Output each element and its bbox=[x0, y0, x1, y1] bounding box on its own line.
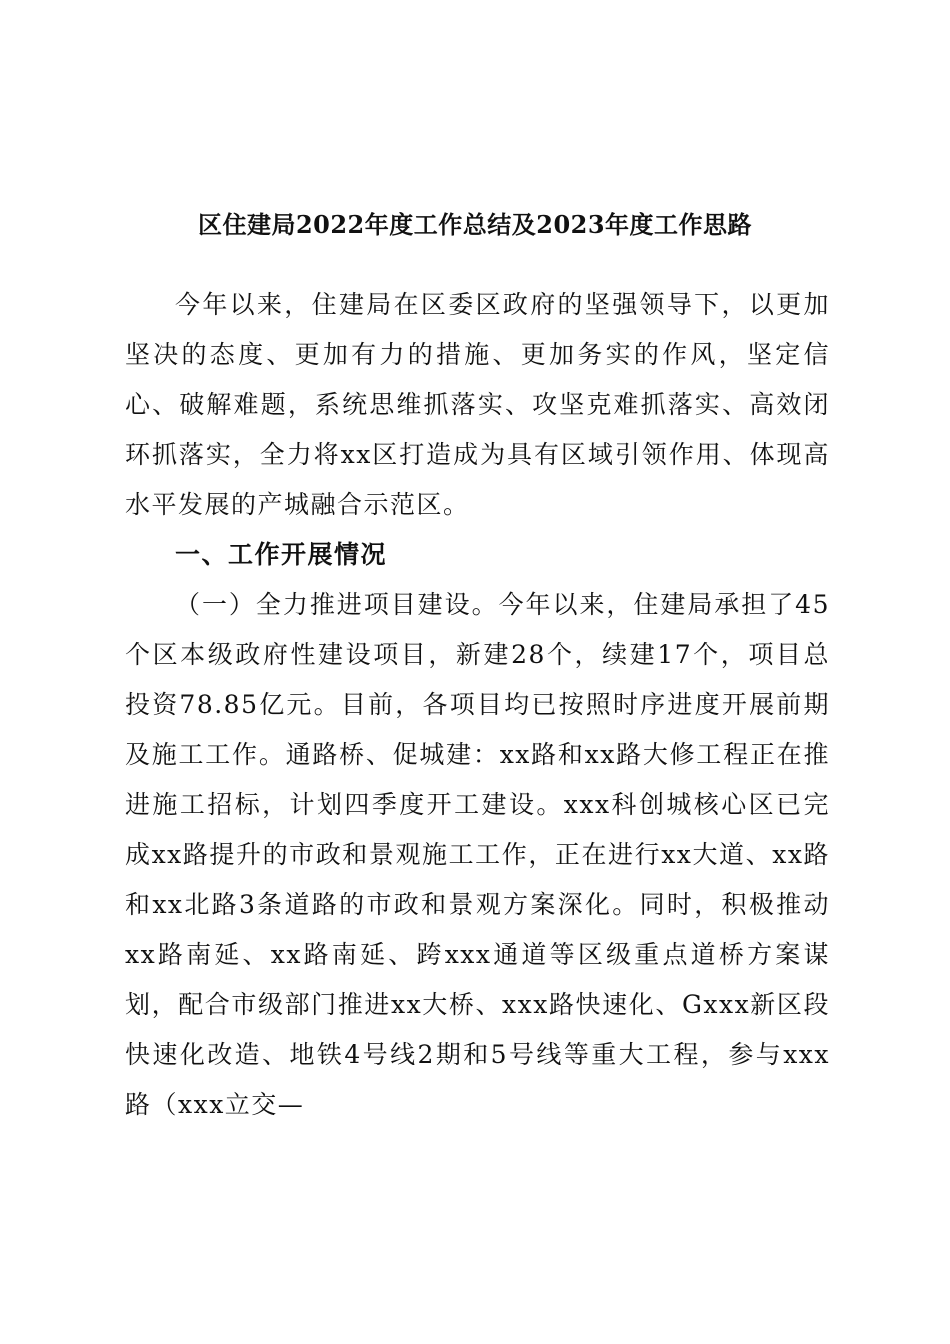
section-heading: 一、工作开展情况 bbox=[175, 540, 388, 569]
intro-paragraph: 今年以来，住建局在区委区政府的坚强领导下，以更加坚决的态度、更加有力的措施、更加务实的作风，坚定信心、破解难题，系统思维抓落实、攻坚克难抓落实、高效闭环抓落实，全力将xx区打造成为具有区域引领作用、体现高水平发展的产城融合示范区。 bbox=[125, 290, 830, 519]
section-block bbox=[125, 580, 830, 1130]
intro-block bbox=[125, 280, 830, 530]
document-title: 区住建局2022年度工作总结及2023年度工作思路 bbox=[197, 210, 753, 239]
section-paragraph: （一）全力推进项目建设。今年以来，住建局承担了45个区本级政府性建设项目，新建28个，续建17个，项目总投资78.85亿元。目前，各项目均已按照时序进度开展前期及施工工作。通路桥、促城建：xx路和xx路大修工程正在推进施工招标，计划四季度开工建设。xxx科创城核心区已完成xx路提升的市政和景观施工工作，正在进行xx大道、xx路和xx北路3条道路的市政和景观方案深化。同时，积极推动xx路南延、xx路南延、跨xxx通道等区级重点道桥方案谋划，配合市级部门推进xx大桥、xxx路快速化、Gxxx新区段快速化改造、地铁4号线2期和5号线等重大工程，参与xxx路（xxx立交— bbox=[125, 590, 830, 1119]
